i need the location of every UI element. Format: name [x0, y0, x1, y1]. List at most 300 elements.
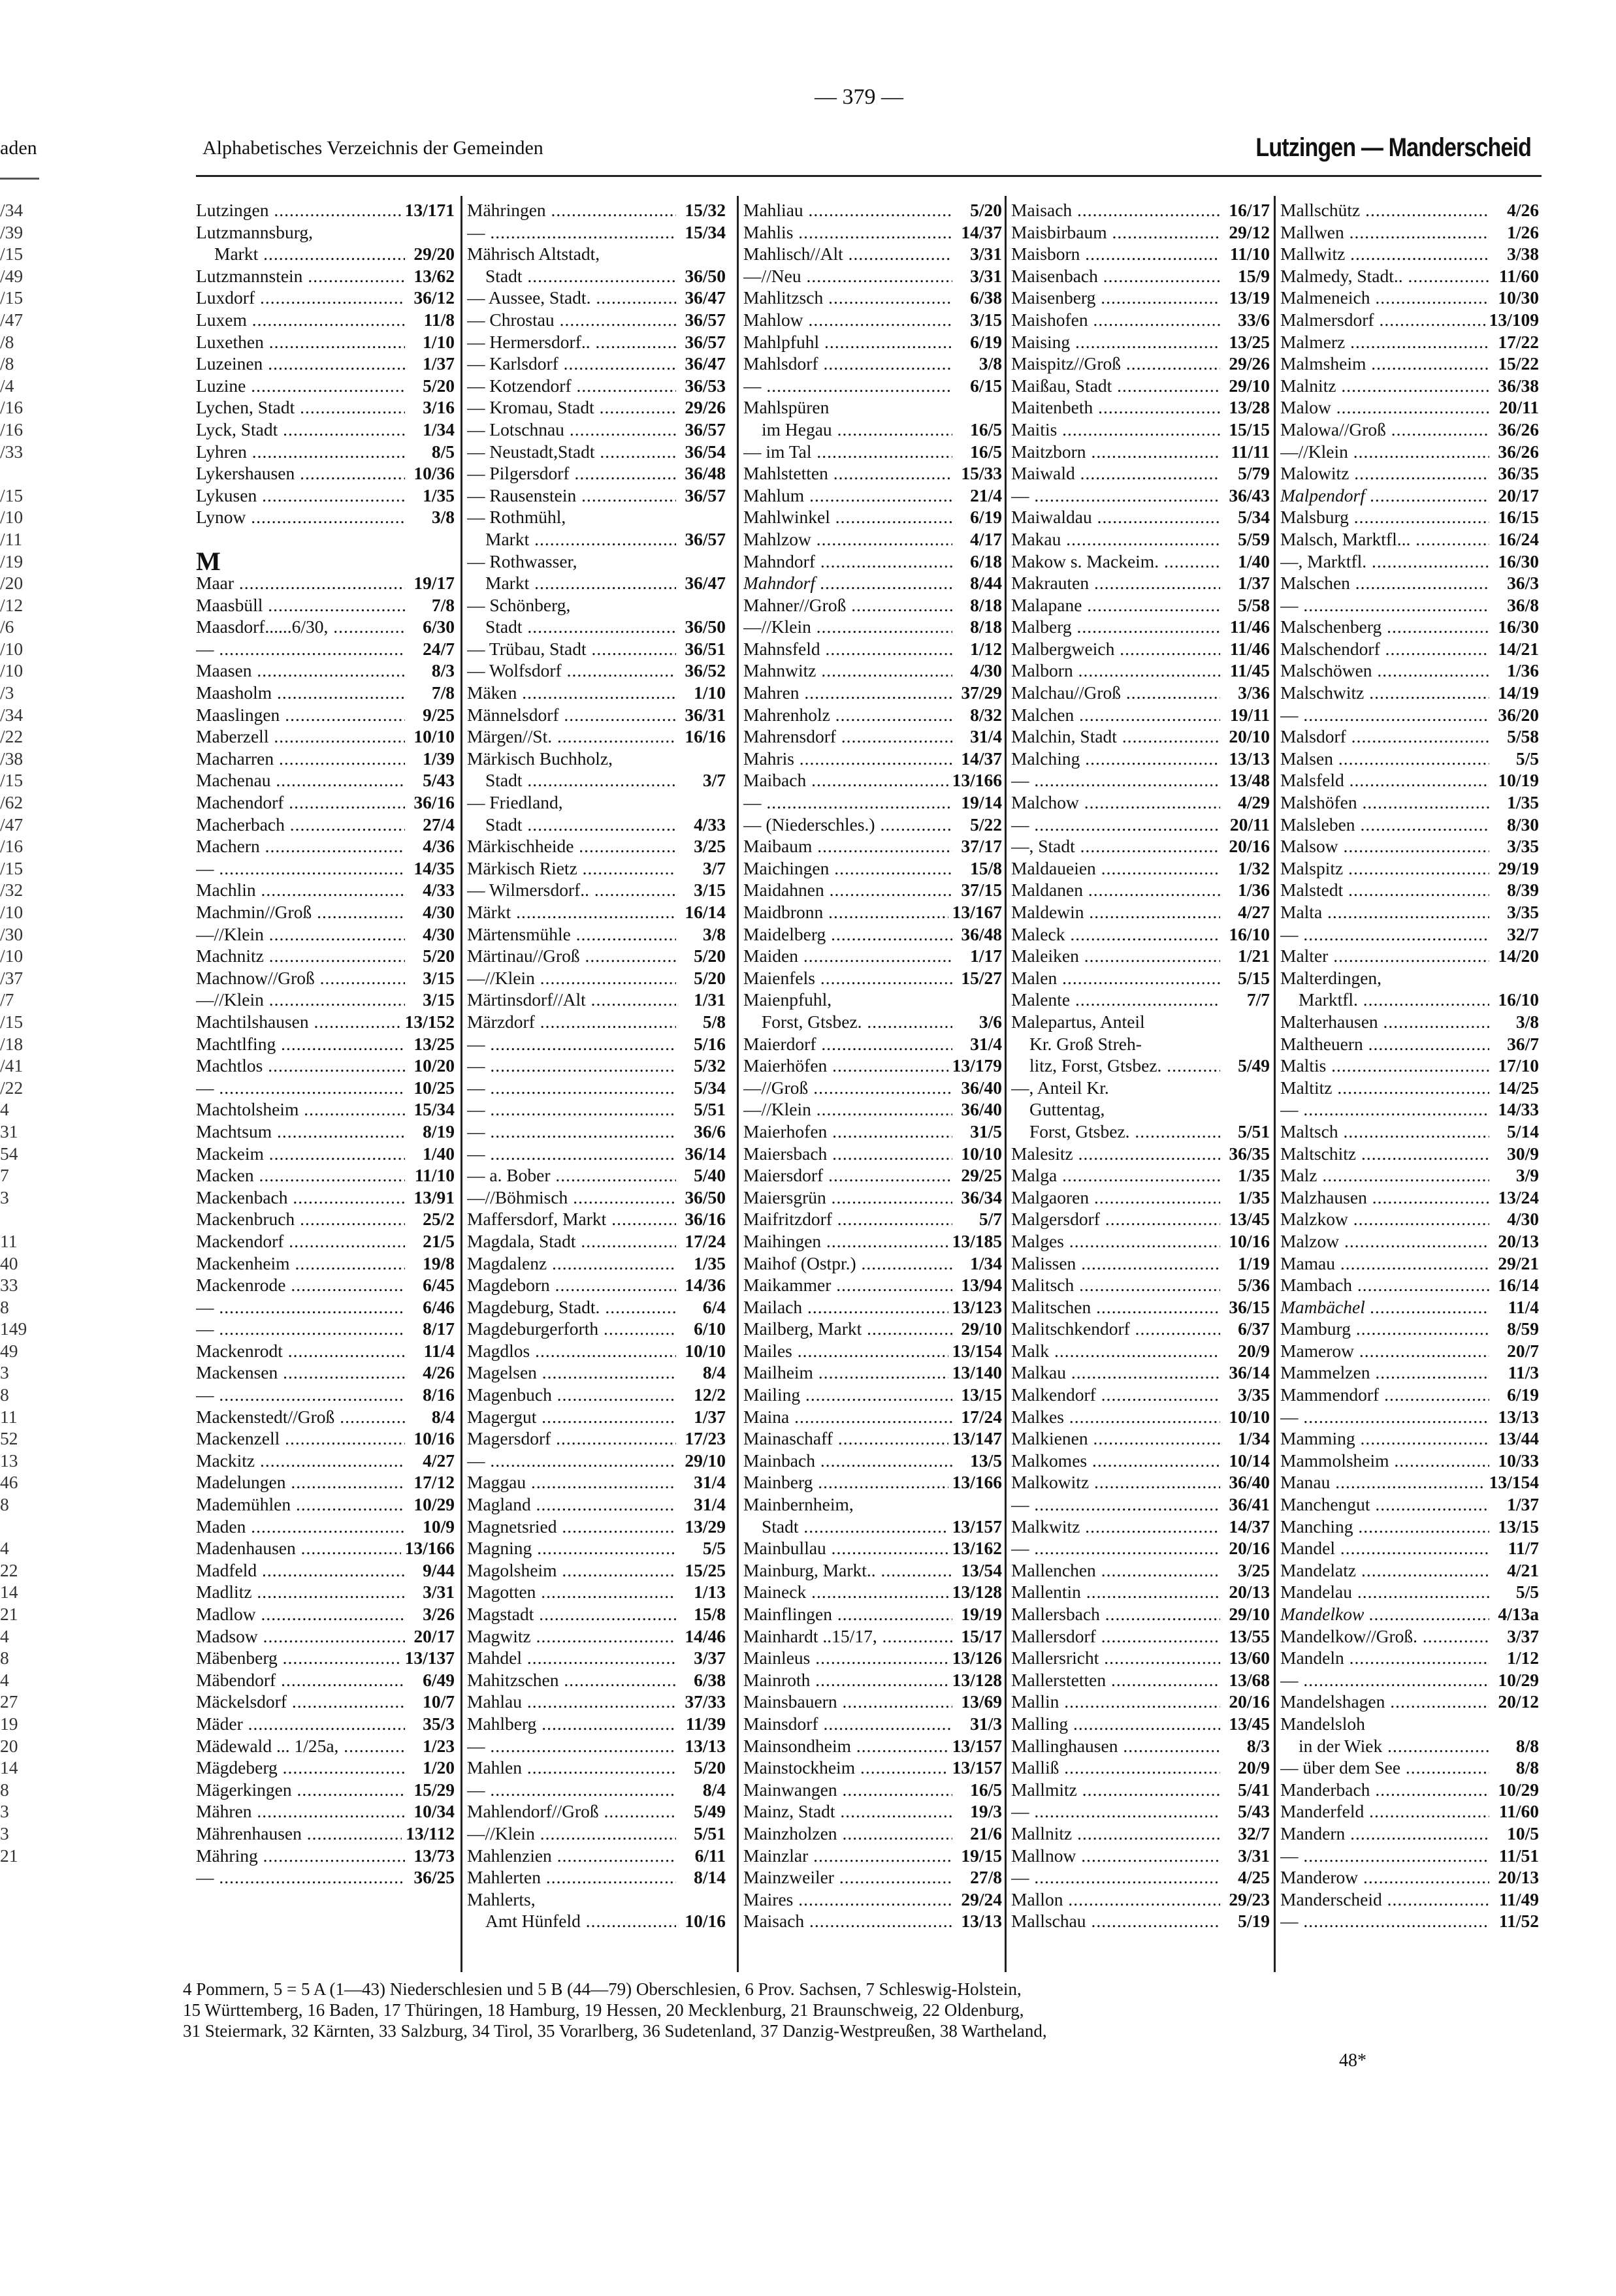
place-name: Mackenzell ..... [196, 1427, 405, 1450]
reference-number: 11/49 [1498, 1889, 1539, 1909]
index-column-5 [1280, 199, 1539, 1932]
reference-number: 31/4 [970, 726, 1002, 747]
place-name: Malpendorf ..... [1280, 485, 1489, 507]
place-name: Maitis ..... [1011, 419, 1220, 441]
place-name: Malschwitz ..... [1280, 682, 1489, 704]
place-name: Machendorf ..... [196, 791, 405, 814]
index-entry [1011, 199, 1270, 221]
reference-number: 13/157 [952, 1516, 1002, 1537]
index-entry [467, 1230, 726, 1252]
reference-number: 5/19 [1238, 1911, 1270, 1932]
place-name: Mainwangen ..... [743, 1779, 952, 1801]
index-entry [1011, 1625, 1270, 1648]
place-name: Manderfeld ..... [1280, 1800, 1489, 1823]
place-name: Manau ..... [1280, 1471, 1485, 1493]
place-name: —//Klein ..... [196, 989, 405, 1011]
reference-number: 36/52 [685, 660, 726, 681]
place-name: Mainberg ..... [743, 1471, 948, 1493]
reference-number: 25/2 [423, 1209, 455, 1230]
cut-reference-fragment: 11 [0, 1406, 18, 1427]
index-entry [196, 616, 455, 638]
place-name: Mahlzow ..... [743, 528, 952, 550]
index-entry [743, 396, 1002, 419]
place-name: — ..... [196, 857, 405, 880]
place-name: — Aussee, Stadt. ..... [467, 287, 676, 309]
index-entry [1280, 682, 1539, 704]
index-entry [196, 857, 455, 880]
reference-number: 13/13 [1498, 1406, 1539, 1427]
reference-number: 29/12 [1229, 221, 1270, 242]
index-entry [1280, 221, 1539, 244]
reference-number: 11/8 [423, 309, 455, 330]
reference-number: 36/50 [685, 265, 726, 286]
place-name: —//Klein ..... [467, 1823, 676, 1845]
cut-reference-fragment: 54 [0, 1143, 18, 1164]
index-entry [743, 901, 1002, 923]
place-name: Malterhausen ..... [1280, 1011, 1489, 1033]
place-name: Mainleus ..... [743, 1647, 948, 1669]
place-name: Malmsheim ..... [1280, 353, 1489, 375]
reference-number: 1/37 [1238, 573, 1270, 594]
reference-number: 17/23 [685, 1428, 726, 1449]
place-name: Maiwaldau ..... [1011, 506, 1220, 528]
place-name: Malterdingen, [1280, 967, 1382, 988]
reference-number: 31/4 [970, 1033, 1002, 1054]
reference-number: 5/15 [1238, 967, 1270, 988]
place-name: Maaslingen ..... [196, 704, 405, 726]
place-name: Malk ..... [1011, 1340, 1220, 1362]
index-entry [196, 1318, 455, 1340]
reference-number [1220, 1077, 1270, 1099]
index-entry [1280, 1362, 1539, 1384]
place-name: M [196, 550, 221, 573]
place-name: Mambächel ..... [1280, 1296, 1489, 1318]
index-entry [1011, 331, 1270, 353]
place-name: Maihof (Ostpr.) ..... [743, 1252, 952, 1275]
index-entry [196, 1647, 455, 1669]
index-entry [1011, 814, 1270, 836]
index-entry [467, 353, 726, 375]
reference-number: 35/3 [423, 1713, 455, 1734]
index-entry [1011, 1406, 1270, 1428]
reference-number [676, 748, 726, 770]
index-entry [1280, 1713, 1539, 1735]
footnote-line: 15 Württemberg, 16 Baden, 17 Thüringen, 18 Hamburg, 19 Hessen, 20 Mecklenburg, 21 Braunschweig, 22 Oldenburg, [183, 2000, 1024, 2020]
index-entry [467, 1625, 726, 1648]
index-entry [196, 1274, 455, 1296]
index-entry [743, 287, 1002, 309]
index-entry [743, 682, 1002, 704]
cut-reference-fragment: 4 [0, 1625, 9, 1646]
place-name: Maispitz//Groß ..... [1011, 353, 1220, 375]
index-entry [196, 1866, 455, 1889]
reference-number: 1/34 [1238, 1428, 1270, 1449]
index-entry [1011, 1691, 1270, 1713]
place-name: Magersdorf ..... [467, 1427, 676, 1450]
index-entry [1011, 835, 1270, 857]
place-name: Malberg ..... [1011, 616, 1220, 638]
place-name: Mahlspüren [743, 397, 830, 418]
place-name: Manderscheid ..... [1280, 1889, 1489, 1911]
place-name: Malkomes ..... [1011, 1450, 1220, 1472]
index-entry [743, 462, 1002, 485]
place-name: Maltschitz ..... [1280, 1143, 1489, 1165]
index-entry [467, 1779, 726, 1801]
reference-number: 36/20 [1498, 704, 1539, 725]
place-name: Maisenbach ..... [1011, 265, 1220, 287]
reference-number: 36/47 [685, 287, 726, 308]
place-name: Maierdorf ..... [743, 1033, 952, 1055]
index-entry [1280, 1845, 1539, 1867]
place-name: Mallnitz ..... [1011, 1823, 1220, 1845]
reference-number: 13/45 [1229, 1209, 1270, 1230]
place-name: — ..... [467, 1779, 676, 1801]
reference-number: 14/37 [1229, 1516, 1270, 1537]
reference-number: 11/46 [1229, 616, 1270, 637]
index-entry [467, 1537, 726, 1559]
reference-number: 14/37 [961, 221, 1002, 242]
index-entry [1011, 1164, 1270, 1187]
place-name: Malsfeld ..... [1280, 769, 1489, 791]
index-entry [467, 769, 726, 791]
place-name: Maires ..... [743, 1889, 952, 1911]
index-entry [1011, 309, 1270, 331]
place-name: Malitsch ..... [1011, 1274, 1220, 1296]
reference-number: 37/15 [961, 880, 1002, 901]
reference-number: 13/154 [1489, 1472, 1539, 1493]
reference-number: 15/17 [961, 1625, 1002, 1646]
index-entry [743, 1471, 1002, 1493]
place-name: Maifritzdorf ..... [743, 1208, 952, 1230]
index-entry [1280, 265, 1539, 287]
reference-number: 3/35 [1238, 1384, 1270, 1405]
reference-number: 36/41 [1229, 1494, 1270, 1515]
place-name: litz, Forst, Gtsbez. ..... [1011, 1055, 1220, 1077]
place-name: Mackensen ..... [196, 1362, 405, 1384]
index-entry [1280, 1603, 1539, 1625]
index-entry [467, 462, 726, 485]
reference-number: 13/25 [1229, 331, 1270, 352]
reference-number: 3/36 [1238, 682, 1270, 703]
cut-reference-fragment: /19 [0, 550, 24, 571]
place-name: — ..... [743, 791, 952, 814]
place-name: — ..... [1011, 769, 1220, 791]
reference-number [1489, 1713, 1539, 1735]
place-name: — ..... [1280, 594, 1489, 616]
place-name: Mahitzschen ..... [467, 1669, 676, 1691]
place-name: Macken ..... [196, 1164, 405, 1187]
cut-reference-fragment: /22 [0, 726, 24, 747]
index-entry [196, 1011, 455, 1033]
place-name: Makau ..... [1011, 528, 1220, 550]
place-name: Mackenstedt//Groß ..... [196, 1406, 405, 1428]
index-entry [196, 221, 455, 244]
place-name: Markt ..... [467, 572, 676, 594]
place-name: Märkt ..... [467, 901, 676, 923]
reference-number: 36/26 [1498, 441, 1539, 462]
reference-number: 10/10 [685, 1340, 726, 1361]
index-entry [1011, 1208, 1270, 1230]
reference-number: 8/17 [423, 1318, 455, 1339]
index-entry [1011, 791, 1270, 814]
index-entry [467, 638, 726, 660]
reference-number: 13/112 [406, 1823, 455, 1843]
place-name: — Lotschnau ..... [467, 419, 676, 441]
index-entry [1011, 1187, 1270, 1209]
reference-number: 20/7 [1507, 1340, 1539, 1361]
index-entry [1280, 375, 1539, 397]
place-name: — ..... [467, 1055, 676, 1077]
reference-number: 4/30 [970, 660, 1002, 681]
cut-reference-fragment: /39 [0, 221, 24, 242]
reference-number: 36/57 [685, 309, 726, 330]
index-entry [467, 660, 726, 682]
index-entry [743, 1230, 1002, 1252]
place-name: Machtsum ..... [196, 1121, 405, 1143]
place-name: Mainsdorf ..... [743, 1713, 952, 1735]
reference-number: 13/73 [413, 1845, 455, 1866]
reference-number [676, 1889, 726, 1911]
reference-number: 32/7 [1238, 1823, 1270, 1843]
reference-number: 5/51 [694, 1099, 726, 1120]
reference-number: 11/3 [1508, 1362, 1539, 1383]
index-entry [467, 1910, 726, 1932]
place-name: Mahlen ..... [467, 1757, 676, 1779]
cut-reference-fragment: 19 [0, 1713, 18, 1734]
index-entry [743, 1625, 1002, 1648]
index-entry [743, 1845, 1002, 1867]
place-name: Madlitz ..... [196, 1581, 405, 1603]
reference-number: 9/25 [423, 704, 455, 725]
index-entry [467, 1493, 726, 1516]
index-entry [467, 1581, 726, 1603]
index-entry [1011, 1471, 1270, 1493]
index-entry [743, 1406, 1002, 1428]
reference-number: 14/46 [685, 1625, 726, 1646]
place-name: Madlow ..... [196, 1603, 405, 1625]
place-name: Mallschau ..... [1011, 1910, 1220, 1932]
place-name: Mainroth ..... [743, 1669, 948, 1691]
place-name: Mackenheim ..... [196, 1252, 405, 1275]
cut-reference-fragment: /34 [0, 704, 24, 725]
reference-number: 14/35 [413, 857, 455, 878]
reference-number: 15/22 [1498, 353, 1539, 374]
place-name: Machnitz ..... [196, 945, 405, 967]
place-name: Magdeburgerforth ..... [467, 1318, 676, 1340]
place-name: Mahlerten ..... [467, 1866, 676, 1889]
index-entry [743, 1889, 1002, 1911]
reference-number: 13/166 [952, 770, 1002, 791]
place-name: Magdalenz ..... [467, 1252, 676, 1275]
place-name: Mallerstetten ..... [1011, 1669, 1220, 1691]
index-entry [1280, 287, 1539, 309]
reference-number: 21/4 [970, 485, 1002, 505]
reference-number: 1/36 [1238, 880, 1270, 901]
place-name: Magenbuch ..... [467, 1384, 676, 1406]
place-name: Madelungen ..... [196, 1471, 405, 1493]
reference-number: 16/5 [970, 1779, 1002, 1800]
reference-number: 10/34 [413, 1801, 455, 1822]
reference-number: 5/49 [694, 1801, 726, 1822]
index-entry [743, 221, 1002, 244]
reference-number: 8/8 [1515, 1735, 1539, 1756]
cut-reference-fragment [0, 1208, 46, 1230]
place-name: Mahdel ..... [467, 1647, 676, 1669]
place-name: Märkisch Buchholz, [467, 748, 613, 769]
reference-number [952, 1493, 1002, 1516]
place-name: Lutzmannsburg, [196, 221, 313, 242]
cut-reference-fragment: 20 [0, 1735, 18, 1756]
place-name: Mailberg, Markt ..... [743, 1318, 952, 1340]
cut-reference-fragment: 21 [0, 1845, 18, 1866]
index-entry [467, 1252, 726, 1275]
index-entry [467, 572, 726, 594]
index-entry [467, 682, 726, 704]
reference-number: 13/28 [1229, 397, 1270, 418]
place-name: — ..... [467, 1143, 676, 1165]
cut-reference-fragment: /16 [0, 836, 24, 857]
place-name: Mackitz ..... [196, 1450, 405, 1472]
index-entry [1280, 550, 1539, 573]
reference-number: 7/8 [431, 682, 455, 703]
place-name: Malen ..... [1011, 967, 1220, 989]
index-entry [743, 1647, 1002, 1669]
place-name: Malnitz ..... [1280, 375, 1489, 397]
index-entry [743, 616, 1002, 638]
reference-number: 36/50 [685, 1187, 726, 1207]
index-entry [467, 375, 726, 397]
reference-number: 3/37 [1507, 1625, 1539, 1646]
index-entry [1011, 594, 1270, 616]
place-name: Malmedy, Stadt.. ..... [1280, 265, 1489, 287]
place-name: Mailheim ..... [743, 1362, 948, 1384]
index-entry [467, 1757, 726, 1779]
place-name: Mainsondheim ..... [743, 1735, 948, 1757]
place-name: Manderow ..... [1280, 1866, 1489, 1889]
reference-number: 37/17 [961, 836, 1002, 857]
cut-reference-fragment: 40 [0, 1252, 18, 1273]
reference-number: 13/62 [413, 265, 455, 286]
reference-number: 5/22 [970, 814, 1002, 835]
reference-number: 16/5 [970, 419, 1002, 439]
reference-number: 15/15 [1229, 419, 1270, 439]
place-name: Mandelau ..... [1280, 1581, 1489, 1603]
index-entry [743, 638, 1002, 660]
index-entry [467, 287, 726, 309]
index-entry [1011, 769, 1270, 791]
place-name: —//Klein ..... [196, 923, 405, 946]
place-name: Mallenchen ..... [1011, 1559, 1220, 1582]
cut-reference-fragment: /20 [0, 573, 24, 594]
place-name: Maltis ..... [1280, 1055, 1489, 1077]
reference-number: 6/10 [694, 1318, 726, 1339]
reference-number: 13/13 [961, 1911, 1002, 1932]
place-name: Maierhofen ..... [743, 1121, 952, 1143]
place-name: — Neustadt,Stadt ..... [467, 441, 676, 463]
index-entry [1280, 1384, 1539, 1406]
index-entry [743, 1800, 1002, 1823]
cut-reference-fragment: 8 [0, 1648, 9, 1668]
reference-number [1220, 1033, 1270, 1055]
index-entry [1011, 1340, 1270, 1362]
place-name: Mandel ..... [1280, 1537, 1489, 1559]
reference-number: 10/29 [413, 1494, 455, 1515]
reference-number: 10/16 [1229, 1230, 1270, 1251]
place-name: Mainaschaff ..... [743, 1427, 948, 1450]
place-name: Mackenrode ..... [196, 1274, 405, 1296]
index-entry [743, 1537, 1002, 1559]
place-name: Mahlau ..... [467, 1691, 676, 1713]
place-name: Machenau ..... [196, 769, 405, 791]
reference-number: 20/13 [1229, 1582, 1270, 1602]
reference-number [1489, 967, 1539, 989]
index-entry [1011, 1011, 1270, 1033]
index-entry [1011, 1427, 1270, 1450]
reference-number: 29/20 [413, 244, 455, 264]
cut-reference-fragment: /10 [0, 660, 24, 681]
reference-number: 13/54 [961, 1559, 1002, 1580]
index-entry [196, 769, 455, 791]
reference-number: 1/35 [694, 1252, 726, 1273]
reference-number: 4/25 [1238, 1867, 1270, 1888]
place-name: Malchin, Stadt ..... [1011, 725, 1220, 748]
place-name: Mailach ..... [743, 1296, 948, 1318]
cut-reference-fragment: /15 [0, 485, 24, 505]
reference-number: 36/6 [694, 1121, 726, 1141]
index-entry [743, 1559, 1002, 1582]
reference-number: 8/18 [970, 594, 1002, 615]
place-name: — ..... [196, 1866, 405, 1889]
place-name: Mahlitzsch ..... [743, 287, 952, 309]
reference-number: 36/57 [685, 485, 726, 505]
reference-number: 13/171 [404, 200, 455, 220]
place-name: Malkowitz ..... [1011, 1471, 1220, 1493]
reference-number: 15/32 [685, 200, 726, 220]
index-entry [196, 528, 455, 550]
index-entry [467, 550, 726, 573]
index-entry [196, 1208, 455, 1230]
place-name: Mahren ..... [743, 682, 952, 704]
index-entry [1011, 287, 1270, 309]
index-entry [1011, 506, 1270, 528]
index-entry [1011, 1516, 1270, 1538]
place-name: Mainhardt ..15/17, ..... [743, 1625, 952, 1648]
index-entry [196, 1471, 455, 1493]
reference-number: 4/30 [423, 923, 455, 944]
reference-number: 11/11 [1231, 441, 1270, 462]
index-entry [1011, 1033, 1270, 1055]
reference-number: 7/7 [1246, 989, 1270, 1010]
place-name: Mallwen ..... [1280, 221, 1489, 244]
index-entry [1011, 550, 1270, 573]
place-name [196, 528, 405, 550]
cut-reference-fragment: /18 [0, 1033, 24, 1054]
cut-reference-fragment: 11 [0, 1230, 18, 1251]
footnote-line: 4 Pommern, 5 = 5 A (1—43) Niederschlesien und 5 B (44—79) Oberschlesien, 6 Prov. Sachsen, 7 Schleswig-Holstein, [183, 1979, 1022, 1999]
index-entry [1280, 857, 1539, 880]
place-name: Mandelkow ..... [1280, 1603, 1489, 1625]
index-entry [743, 1098, 1002, 1121]
index-entry [1280, 1559, 1539, 1582]
place-name: — Trübau, Stadt ..... [467, 638, 676, 660]
place-name: Malborn ..... [1011, 660, 1220, 682]
place-name: Mainzholzen ..... [743, 1823, 952, 1845]
reference-number: 4/30 [1507, 1209, 1539, 1230]
index-entry [1280, 1121, 1539, 1143]
cut-reference-fragment: 14 [0, 1582, 18, 1602]
place-name: — Rausenstein ..... [467, 485, 676, 507]
place-name: Malchow ..... [1011, 791, 1220, 814]
